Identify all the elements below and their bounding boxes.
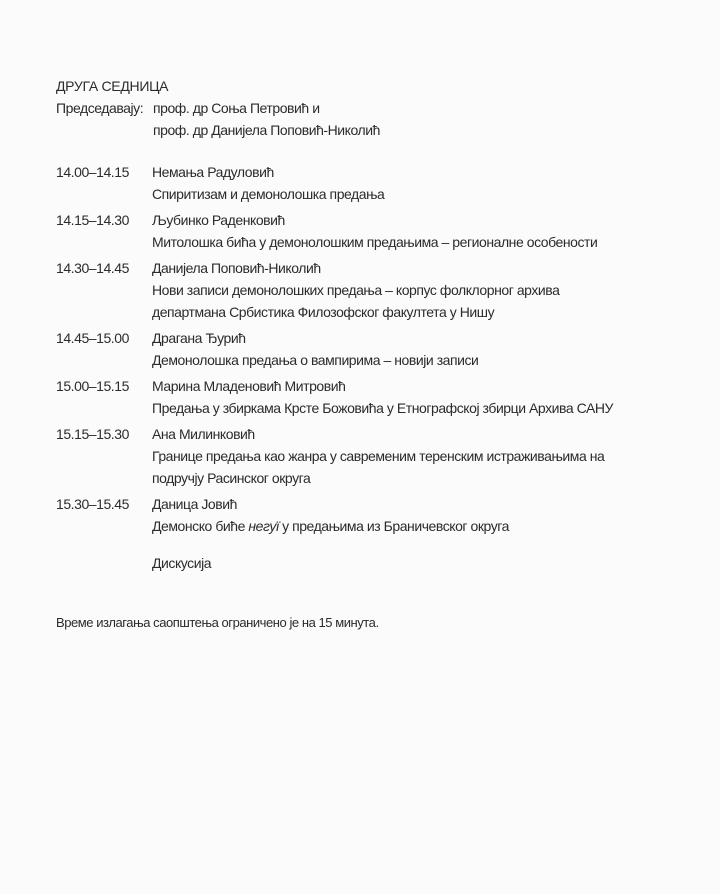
- slot-time: 14.30–14.45: [56, 260, 129, 276]
- slot-title: [152, 232, 696, 252]
- slot-title: [152, 516, 696, 536]
- slot-title: [152, 184, 696, 204]
- slot-time: 14.00–14.15: [56, 164, 129, 180]
- slot-title-line: Спиритизам и демонолошка предања: [152, 186, 385, 202]
- slot-body: [152, 258, 696, 322]
- chairs-label: Председавају:: [56, 100, 144, 116]
- program-slot: [56, 494, 696, 536]
- slot-body: [152, 424, 696, 488]
- slot-time: 15.30–15.45: [56, 496, 129, 512]
- slot-body: [152, 328, 696, 370]
- session-program: [56, 76, 696, 633]
- slot-title-before: Демонско биће: [152, 518, 249, 534]
- slot-speaker: Ана Милинковић: [152, 426, 255, 442]
- slot-speaker: Данијела Поповић-Николић: [152, 260, 321, 276]
- slot-body: [152, 376, 696, 418]
- slot-title: [152, 280, 696, 322]
- slot-body: [152, 494, 696, 536]
- slot-speaker: Даница Јовић: [152, 496, 237, 512]
- slot-title-italic-term: нeгуї: [248, 518, 279, 534]
- program-slot: [56, 424, 696, 488]
- slot-speaker: Немања Радуловић: [152, 164, 274, 180]
- slot-body: [152, 210, 696, 252]
- slot-time: 14.15–14.30: [56, 212, 129, 228]
- chairs-row: [56, 120, 696, 140]
- slot-title: [152, 350, 696, 370]
- slot-title-line: Нови записи демонолошких предања – корпус фолклорног архива: [152, 282, 560, 298]
- program-slot: [56, 162, 696, 204]
- slot-speaker: Љубинко Раденковић: [152, 212, 285, 228]
- chair-name: проф. др Соња Петровић и: [153, 100, 320, 116]
- slot-title: [152, 398, 696, 418]
- chairs-row: [56, 98, 696, 118]
- program-slot: [56, 258, 696, 322]
- slot-time: 15.00–15.15: [56, 378, 129, 394]
- time-limit-note: Време излагања саопштења ограничено је на 15 минута.: [56, 615, 379, 630]
- chair-name: проф. др Данијела Поповић-Николић: [153, 122, 380, 138]
- slot-title-line: Демонолошка предања о вампирима – новији записи: [152, 352, 479, 368]
- program-slot: [56, 328, 696, 370]
- program-slot: [56, 210, 696, 252]
- session-title: ДРУГА СЕДНИЦА: [56, 78, 169, 94]
- slot-speaker: Марина Младеновић Митровић: [152, 378, 346, 394]
- program-list: [56, 162, 696, 536]
- slot-title-line: департмана Србистика Филозофског факултета у Нишу: [152, 304, 495, 320]
- slot-title-line: Границе предања као жанра у савременим теренским истраживањима на: [152, 448, 605, 464]
- slot-title-line: Предања у збиркама Крсте Божовића у Етнографској збирци Архива САНУ: [152, 400, 613, 416]
- slot-title-line: Митолошка бића у демонолошким предањима – регионалне особености: [152, 234, 598, 250]
- slot-time: 15.15–15.30: [56, 426, 129, 442]
- slot-speaker: Драгана Ђурић: [152, 330, 246, 346]
- slot-time: 14.45–15.00: [56, 330, 129, 346]
- program-slot: [56, 376, 696, 418]
- discussion-label: Дискусија: [152, 555, 212, 571]
- slot-title-line: подручју Расинског округа: [152, 470, 311, 486]
- slot-body: [152, 162, 696, 204]
- slot-title: [152, 446, 696, 488]
- slot-title-line: [152, 516, 696, 536]
- slot-title-after: у предањима из Браничевског округа: [278, 518, 509, 534]
